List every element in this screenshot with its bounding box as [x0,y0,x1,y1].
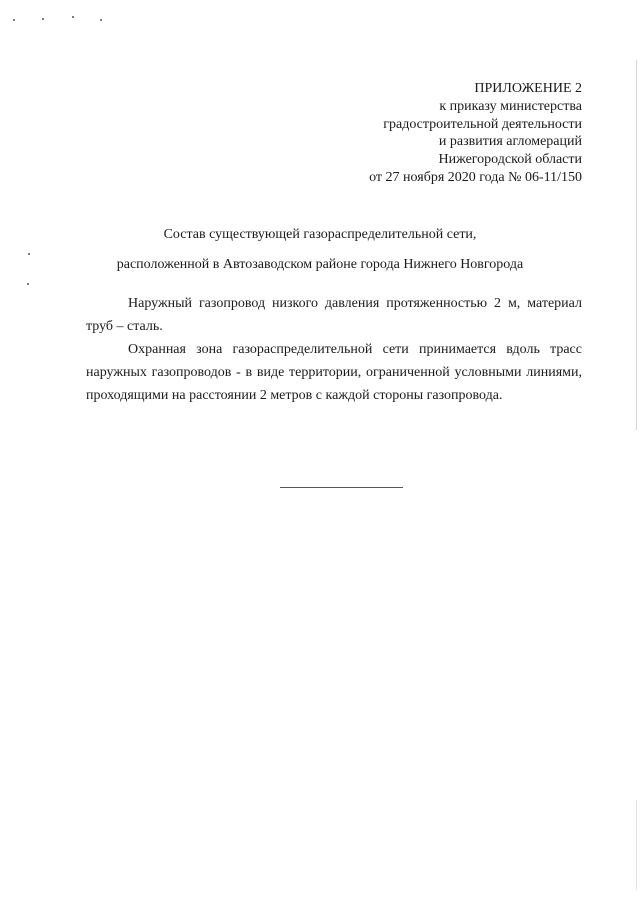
appendix-ministry-cont: и развития агломераций [438,134,582,150]
title-line-2: расположенной в Автозаводском районе города Нижнего Новгорода [116,257,524,272]
appendix-header [369,80,582,187]
scan-edge-line-lower [636,800,637,890]
appendix-number: ПРИЛОЖЕНИЕ 2 [474,81,582,96]
appendix-region: Нижегородской области [438,152,582,168]
paragraph-protection-zone: Охранная зона газораспределительной сети принимается вдоль трасс наружных газопроводов - в виде территории, ограниченной условными линиями, проходящими на расстоянии 2 метров с каждой стороны газопровода. [86,342,582,403]
paragraph-pipeline: Наружный газопровод низкого давления протяженностью 2 м, материал труб – сталь. [86,296,582,334]
appendix-order-ref: к приказу министерства [439,98,582,114]
appendix-date-number: от 27 ноября 2020 года № 06-11/150 [369,169,582,185]
end-divider-line [280,487,403,488]
title-line-1: Состав существующей газораспределительной сети, [163,227,477,242]
appendix-ministry: градостроительной деятельности [383,116,582,132]
document-body [86,292,582,407]
document-title [0,220,640,280]
